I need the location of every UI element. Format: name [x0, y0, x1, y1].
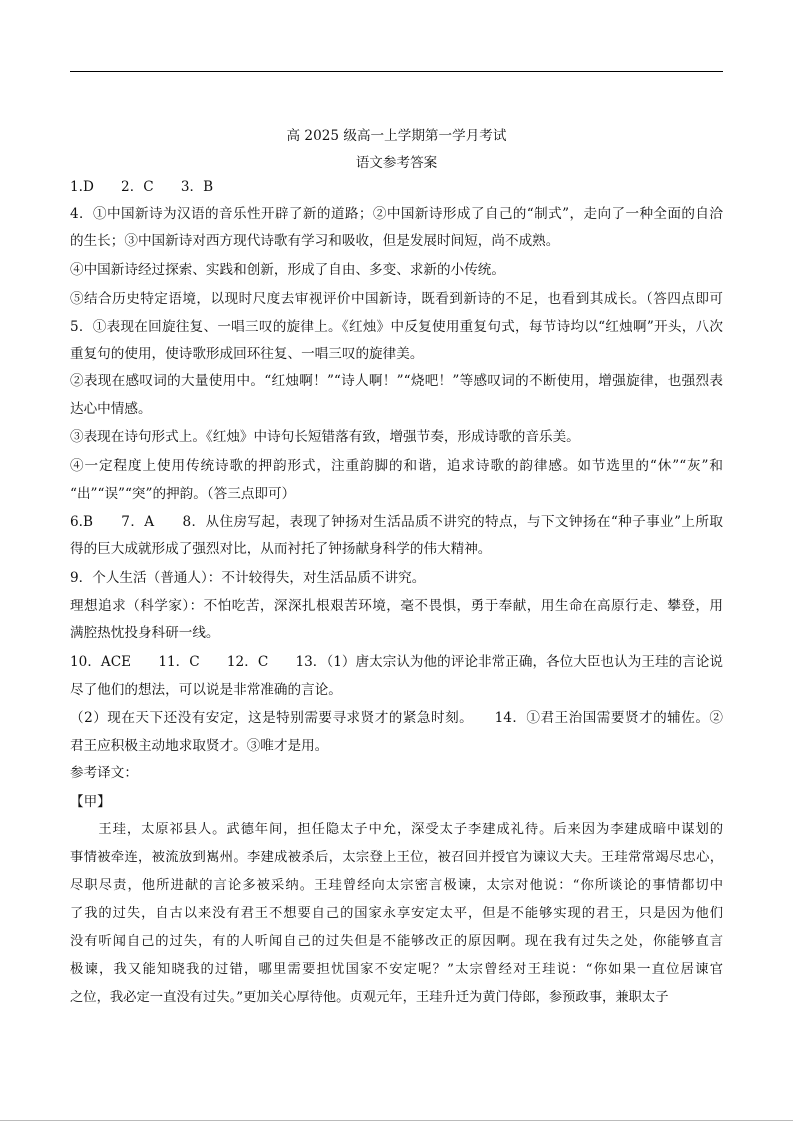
footer-rule [0, 1120, 793, 1121]
answer-line: 重复句的使用，使诗歌形成回环往复、一唱三叹的旋律美。 [70, 346, 424, 362]
answer-line: ②表现在感叹词的大量使用中。“红烛啊！”“诗人啊！”“烧吧！”等感叹词的不断使用，增强旋律，也强烈表 [70, 373, 723, 389]
answer-line: 理想追求（科学家）：不怕吃苦，深深扎根艰苦环境，毫不畏惧，勇于奉献，用生命在高原行走、攀登，用 [70, 598, 723, 614]
answer-line: 君王应积极主动地求取贤才。③唯才是用。 [70, 738, 329, 754]
answer-line: 得的巨大成就形成了强烈对比，从而衬托了钟扬献身科学的伟大精神。 [70, 541, 492, 557]
answer-line: 参考译文： [70, 765, 138, 781]
answer-line: 尽了他们的想法，可以说是非常准确的言论。 [70, 682, 342, 698]
answer-line: 【甲】 [70, 794, 111, 810]
answer-line: ④中国新诗经过探索、实践和创新，形成了自由、多变、求新的小传统。 [70, 262, 505, 278]
header-rule [70, 71, 723, 72]
answer-line: 满腔热忱投身科研一线。 [70, 625, 220, 641]
translation-line: 了我的过失，自古以来没有君王不想要自己的国家永享安定太平，但是不能够实现的君王，只是因为他们 [70, 906, 723, 921]
doc-subtitle: 语文参考答案 [355, 155, 438, 171]
answer-line: 的生长；③中国新诗对西方现代诗歌有学习和吸收，但是发展时间短，尚不成熟。 [70, 233, 560, 249]
doc-title: 高 2025 级高一上学期第一学月考试 [286, 128, 507, 144]
translation-line: 极谏，我又能知晓我的过错，哪里需要担忧国家不安定呢？”太宗曾经对王珪说：“你如果一直位居谏官 [70, 962, 723, 977]
answer-line: 6.B 7．A 8．从住房写起，表现了钟扬对生活品质不讲究的特点，与下文钟扬在“种子事业”上所取 [70, 514, 723, 530]
answer-line: 1.D 2．C 3．B [70, 179, 214, 195]
answer-line: ⑤结合历史特定语境，以现时尺度去审视评价中国新诗，既看到新诗的不足，也看到其成长。（答四点即可 [70, 291, 723, 307]
translation-line: 事情被牵连，被流放到嶲州。李建成被杀后，太宗登上王位，被召回并授官为谏议大夫。王珪常常竭尽忠心， [70, 850, 723, 865]
answer-line: ③表现在诗句形式上。《红烛》中诗句长短错落有致，增强节奏，形成诗歌的音乐美。 [70, 429, 580, 445]
translation-line: 尽职尽责，他所进献的言论多被采纳。王珪曾经向太宗密言极谏，太宗对他说：“你所谈论的事情都切中 [70, 878, 723, 893]
answer-line: 4．①中国新诗为汉语的音乐性开辟了新的道路；②中国新诗形成了自己的“制式”，走向了一种全面的自洽 [70, 206, 723, 222]
translation-line: 之位，我必定一直没有过失。”更加关心厚待他。贞观元年，王珪升迁为黄门侍郎，参预政事，兼职太子 [70, 990, 669, 1005]
answer-line: “出”“误”“突”的押韵。（答三点即可） [70, 486, 296, 502]
answer-line: 达心中情感。 [70, 401, 152, 417]
answer-line: 9．个人生活（普通人）：不计较得失，对生活品质不讲究。 [70, 570, 426, 586]
translation-line: 王珪，太原祁县人。武德年间，担任隐太子中允，深受太子李建成礼待。后来因为李建成暗中谋划的 [70, 822, 723, 837]
answer-line: ④一定程度上使用传统诗歌的押韵形式，注重韵脚的和谐，追求诗歌的韵律感。如节选里的“休”“灰”和 [70, 458, 723, 474]
translation-line: 没有听闻自己的过失，有的人听闻自己的过失但是不能够改正的原因啊。现在我有过失之处，你能够直言 [70, 934, 723, 949]
answer-line: 10．ACE 11．C 12．C 13．（1）唐太宗认为他的评论非常正确，各位大臣也认为王珪的言论说 [70, 654, 723, 670]
answer-line: （2）现在天下还没有安定，这是特别需要寻求贤才的紧急时刻。 14．①君王治国需要贤才的辅佐。② [70, 710, 723, 726]
answer-line: 5．①表现在回旋往复、一唱三叹的旋律上。《红烛》中反复使用重复句式，每节诗均以“红烛啊”开头，八次 [70, 319, 723, 335]
